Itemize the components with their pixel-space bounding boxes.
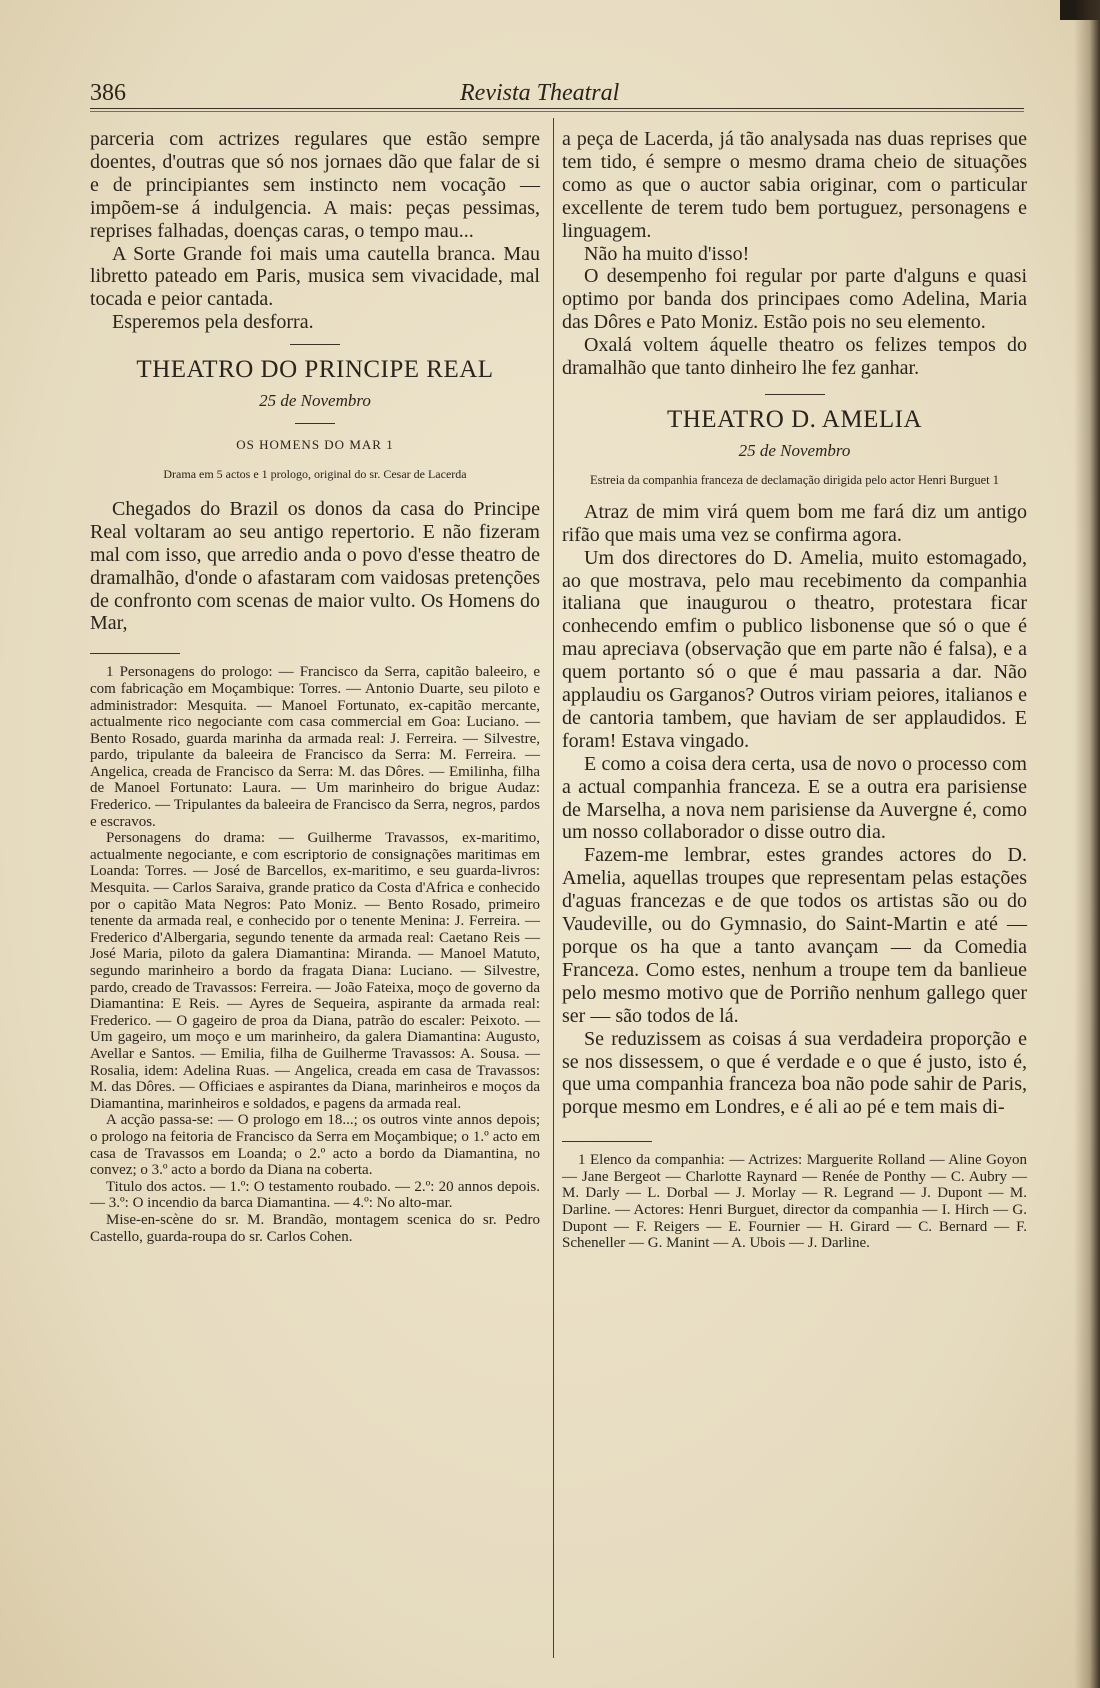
- paragraph: Se reduzissem as coisas á sua verdadeira proporção e se nos dissessem, o que é verdade e o que é justo, isto é, que uma companhia franceza boa não pode sahir de Paris, porque mesmo em Londres, e é ali ao pé e tem mais di-: [562, 1027, 1027, 1119]
- footnote-rule: [90, 653, 180, 654]
- page-edge-shadow: [1074, 0, 1100, 1688]
- footnote-rule: [562, 1141, 652, 1142]
- paragraph: Atraz de mim virá quem bom me fará diz um antigo rifão que mais uma vez se confirma agora.: [562, 500, 1027, 546]
- page-number: 386: [90, 80, 126, 106]
- paragraph: a peça de Lacerda, já tão analysada nas duas reprises que tem tido, é sempre o mesmo drama cheio de situações como as que o auctor sabia originar, com o particular excellente de terem tudo bem portuguez, personagens e linguagem.: [562, 128, 1027, 242]
- column-divider: [553, 118, 554, 1658]
- paragraph: A Sorte Grande foi mais uma cautella branca. Mau libretto pateado em Paris, musica sem vivacidade, mal tocada e peior cantada.: [90, 242, 540, 311]
- paragraph: Chegados do Brazil os donos da casa do Principe Real voltaram ao seu antigo repertorio. E não fizeram mal com isso, que arredio anda o povo d'esse theatro de dramalhão, d'onde o afastaram com vaidosas pretenções de confronto com scenas de maior vulto. Os Homens do Mar,: [90, 497, 540, 635]
- footnote: [562, 1152, 1027, 1252]
- section-date: 25 de Novembro: [259, 391, 371, 411]
- header-rule: [90, 108, 1024, 109]
- footnote-paragraph: Titulo dos actos. — 1.º: O testamento roubado. — 2.º: 20 annos depois. — 3.º: O incendio da barca Diamantina. — 4.º: No alto-mar.: [90, 1178, 540, 1212]
- page-header: [90, 80, 1024, 110]
- section-title: THEATRO D. AMELIA: [666, 405, 922, 433]
- separator-rule: [765, 394, 825, 395]
- section-title: THEATRO DO PRINCIPE REAL: [136, 356, 494, 384]
- paragraph: Esperemos pela desforra.: [112, 311, 314, 334]
- separator-rule: [290, 344, 340, 345]
- paragraph: Um dos directores do D. Amelia, muito estomagado, ao que mostrava, pelo mau recebimento da companhia italiana que inaugurou o theatro, protestara ficar conhecendo emfim o publico lisbonense que só o que é mau apreciava (observação que em parte não é falsa), e a quem portanto só o que é mau passaria a dar. Não applaudiu os Garganos? Outros viriam peiores, italianos e de cantoria tambem, que haviam de ser applaudidos. E foram! Estava vingado.: [562, 546, 1027, 752]
- paragraph: parceria com actrizes regulares que estão sempre doentes, d'outras que só nos jornaes dão que falar de si e de principiantes sem instincto nem vocação — impõem-se á indulgencia. A mais: peças pessimas, reprises falhadas, doenças caras, o tempo mau...: [90, 128, 540, 242]
- play-title: OS HOMENS DO MAR 1: [236, 436, 394, 452]
- section-date: 25 de Novembro: [738, 440, 851, 460]
- footnote-paragraph: 1 Elenco da companhia: — Actrizes: Marguerite Rolland — Aline Goyon — Jane Bergeot — Charlotte Raynard — Renée de Ponthy — C. Aubry — M. Darly — L. Dorbal — J. Morlay — R. Legrand — J. Dupont — M. Darline. — Actores: Henri Burguet, director da companhia — I. Hirch — G. Dupont — F. Reigers — E. Fournier — H. Girard — C. Bernard — F. Scheneller — G. Manint — A. Ubois — J. Darline.: [562, 1152, 1027, 1252]
- separator-rule: [295, 423, 335, 424]
- paragraph: O desempenho foi regular por parte d'alguns e quasi optimo por banda dos principaes como Adelina, Maria das Dôres e Pato Moniz. Estão pois no seu elemento.: [562, 265, 1027, 334]
- paragraph: E como a coisa dera certa, usa de novo o processo com a actual companhia franceza. E se a outra era parisiense de Marselha, a nova nem parisiense da Auvergne é, como um nosso collaborador o disse outro dia.: [562, 752, 1027, 844]
- right-column: [562, 128, 1027, 1252]
- paragraph: Fazem-me lembrar, estes grandes actores do D. Amelia, aquellas troupes que representam pelas estações d'aguas francezas e de que todos os artistas são ou do Vaudeville, ou do Gymnasio, do Saint-Martin e até — porque os ha que a tanto avançam — da Comedia Franceza. Como estes, nenhum a troupe tem da banlieue pelo mesmo motivo que de Porriño nenhum gallego quer ser — são todos de lá.: [562, 844, 1027, 1027]
- footnote-paragraph: A acção passa-se: — O prologo em 18...; os outros vinte annos depois; o prologo na feitoria de Francisco da Serra em Moçambique; o 1.º acto em casa de Travassos em Loanda; o 2.º acto a bordo da Diamantina, no convez; o 3.º acto a bordo da Diana na coberta.: [90, 1112, 540, 1179]
- left-column: [90, 128, 540, 1245]
- footnote: [90, 664, 540, 1245]
- footnote-paragraph: 1 Personagens do prologo: — Francisco da Serra, capitão baleeiro, e com fabricação em Moçambique: Torres. — Antonio Duarte, seu piloto e administrador: Mesquita. — Manoel Fortunato, ex-capitão mercante, actualmente rico negociante com casa commercial em Goa: Luciano. — Bento Rosado, guarda marinha da armada real: J. Ferreira. — Silvestre, pardo, tripulante da baleeira de Francisco da Serra: M. Ferreira. — Angelica, creada de Francisco da Serra: M. das Dôres. — Emilinha, filha de Manoel Fortunato: Laura. — Um marinheiro do brigue Audaz: Frederico. — Tripulantes da baleeira de Francisco da Serra, negros, pardos e escravos.: [90, 664, 540, 830]
- paragraph: Não ha muito d'isso!: [584, 242, 750, 265]
- header-rule-double: [90, 111, 1024, 112]
- footnote-paragraph: Personagens do drama: — Guilherme Travassos, ex-maritimo, actualmente negociante, e com escriptorio de consignações maritimas em Loanda: Torres. — José de Barcellos, ex-maritimo, e seu guarda-livros: Mesquita. — Carlos Saraiva, grande pratico da Costa d'Africa e conhecido por o capitão Mata Negros: Pato Moniz. — Bento Rosado, primeiro tenente da armada real, e conhecido por o tenente Menina: J. Ferreira. — Frederico d'Albergaria, segundo tenente da armada real: Caetano Reis — José Maria, piloto da galera Diamantina: Miranda. — Manoel Matuto, segundo marinheiro a bordo da fragata Diana: Luciano. — Silvestre, pardo, creado de Travassos: Ferreira. — João Fateixa, moço de governo da Diamantina: E Reis. — Ayres de Sequeira, aspirante da armada real: Frederico. — O gageiro de proa da Diana, patrão do escaler: Peixoto. — Um gageiro, um moço e um marinheiro, da galera Diamantina: Augusto, Avellar e Santos. — Emilia, filha de Guilherme Travassos: A. Sousa. — Rosalia, idem: Adelina Ruas. — Angelica, creada em casa de Travassos: M. das Dôres. — Officiaes e aspirantes da Diana, marinheiros e moços da Diamantina, marinheiros e soldados, e pagens da armada real.: [90, 830, 540, 1112]
- paragraph: Oxalá voltem áquelle theatro os felizes tempos do dramalhão que tanto dinheiro lhe fez ganhar.: [562, 334, 1027, 380]
- play-genre: Drama em 5 actos e 1 prologo, original do sr. Cesar de Lacerda: [163, 466, 467, 481]
- premiere-note: Estreia da companhia franceza de declamação dirigida pelo actor Henri Burguet 1: [590, 472, 999, 487]
- running-title: Revista Theatral: [460, 80, 620, 106]
- footnote-paragraph: Mise-en-scène do sr. M. Brandão, montagem scenica do sr. Pedro Castello, guarda-roupa do sr. Carlos Cohen.: [90, 1211, 540, 1245]
